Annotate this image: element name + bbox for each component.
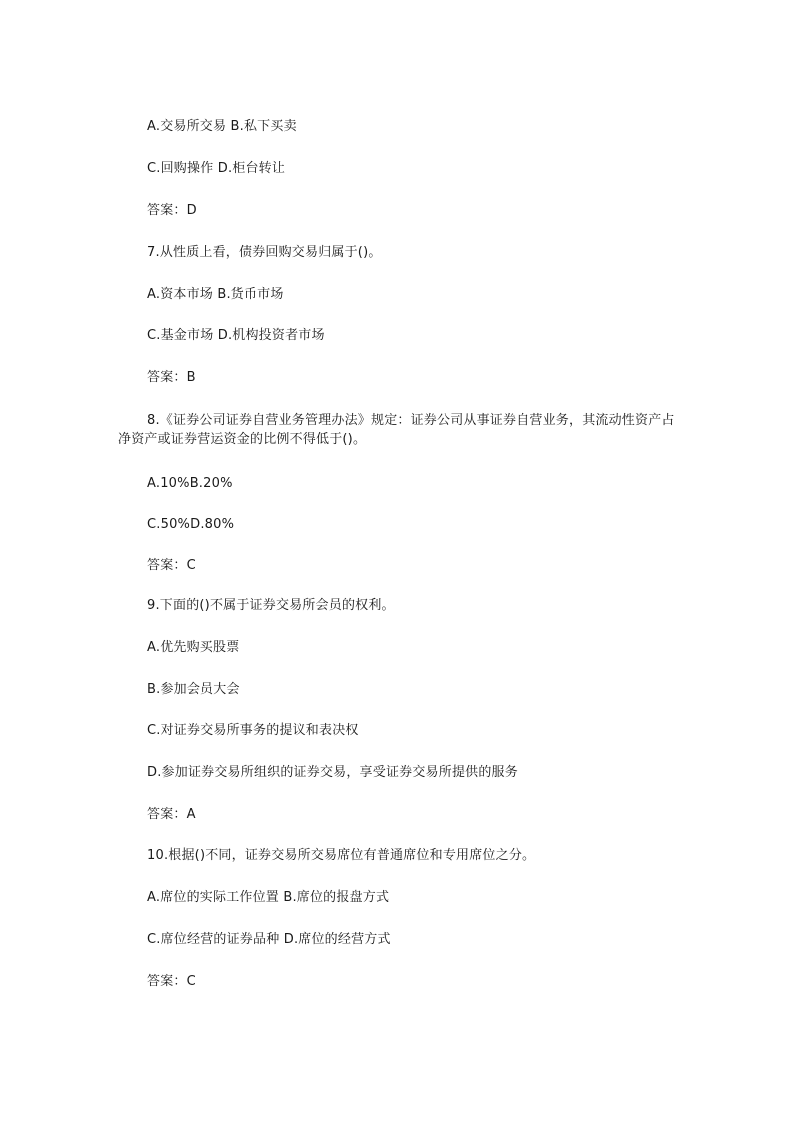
q9-option-b: B.参加会员大会 bbox=[147, 682, 240, 697]
q9-question: 9.下面的()不属于证券交易所会员的权利。 bbox=[147, 598, 395, 613]
q6-options-cd: C.回购操作 D.柜台转让 bbox=[147, 161, 286, 176]
q10-options-ab: A.席位的实际工作位置 B.席位的报盘方式 bbox=[147, 890, 390, 905]
q7-answer: 答案：B bbox=[147, 370, 196, 385]
q9-option-c: C.对证券交易所事务的提议和表决权 bbox=[147, 723, 359, 738]
q10-answer: 答案：C bbox=[147, 974, 196, 989]
q6-options-ab: A.交易所交易 B.私下买卖 bbox=[147, 119, 297, 134]
q6-answer: 答案：D bbox=[147, 203, 197, 218]
q8-options-cd: C.50%D.80% bbox=[147, 517, 235, 532]
q7-question: 7.从性质上看，债券回购交易归属于()。 bbox=[147, 245, 382, 260]
q9-option-a: A.优先购买股票 bbox=[147, 640, 240, 655]
q7-options-cd: C.基金市场 D.机构投资者市场 bbox=[147, 328, 325, 343]
q9-option-d: D.参加证券交易所组织的证券交易，享受证券交易所提供的服务 bbox=[147, 765, 518, 780]
q10-options-cd: C.席位经营的证券品种 D.席位的经营方式 bbox=[147, 932, 391, 947]
q8-question: 8.《证券公司证券自营业务管理办法》规定：证券公司从事证券自营业务，其流动性资产占净资产或证券营运资金的比例不得低于()。 bbox=[118, 413, 675, 447]
q8-answer: 答案：C bbox=[147, 558, 196, 573]
q10-question: 10.根据()不同，证券交易所交易席位有普通席位和专用席位之分。 bbox=[147, 848, 536, 863]
q8-options-ab: A.10%B.20% bbox=[147, 476, 233, 491]
q7-options-ab: A.资本市场 B.货币市场 bbox=[147, 287, 284, 302]
q9-answer: 答案：A bbox=[147, 807, 196, 822]
